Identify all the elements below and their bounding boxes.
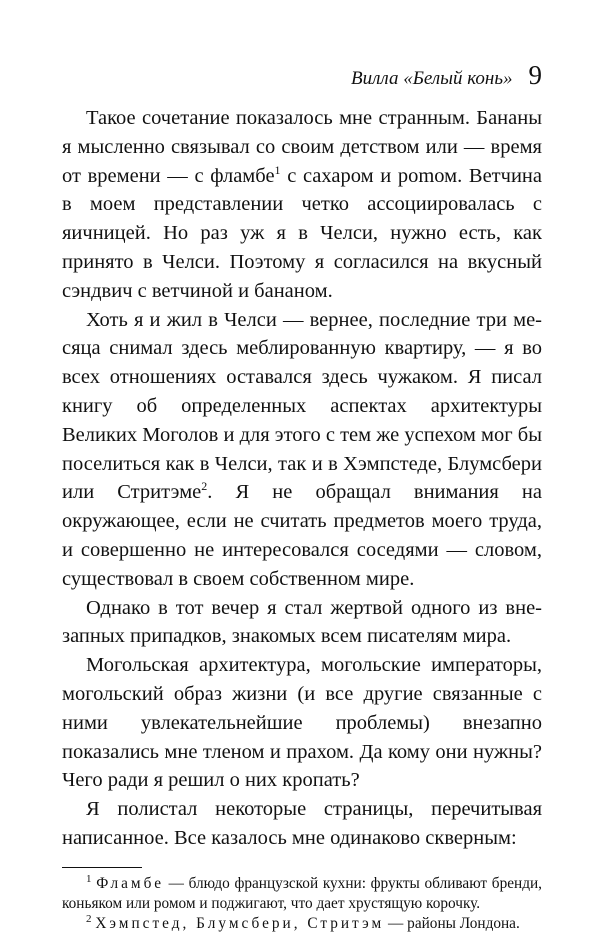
- footnote-mark: 1: [86, 872, 92, 885]
- paragraph-1: [62, 104, 542, 306]
- body-text: [62, 104, 542, 853]
- footnote-divider: [62, 867, 142, 868]
- footnotes: [62, 874, 542, 934]
- paragraph-text: . Я не обращал внимания на окружающее, если не считать предметов моего труда, и совершенно не интересовался соседями — словом, существовал в своем собственном мире.: [62, 481, 542, 590]
- paragraph-text: Хоть я и жил в Челси — вернее, последние три месяца снимал здесь меблированную квартиру, — я во всех отношениях оставался здесь чужаком. Я писал книгу об определенных аспектах архитектуры Великих Моголов и для этого с тем же успехом мог бы поселиться как в Челси, так и в Хэмпстеде, Блумсбери или Стритэме: [62, 308, 542, 504]
- footnote-term: Хэмпстед, Блумсбери, Стритэм: [95, 914, 385, 932]
- footnote-1: [62, 874, 542, 914]
- footnote-text: — блюдо французской кухни: фрукты обливают бренди, коньяком или ромом и поджигают, что дает хрустящую корочку.: [62, 874, 542, 912]
- footnote-ref: 1: [274, 162, 281, 177]
- footnote-text: — районы Лондона.: [384, 914, 520, 932]
- running-head: [62, 60, 542, 100]
- paragraph-5: [62, 795, 542, 853]
- footnote-ref: 2: [201, 479, 208, 494]
- footnote-term: Фламбе: [96, 874, 164, 892]
- paragraph-4: [62, 651, 542, 795]
- paragraph-text: Я полистал некоторые страницы, перечитывая написанное. Все казалось мне одинаково скверным:: [62, 798, 542, 849]
- paragraph-3: [62, 594, 542, 652]
- book-page: [62, 60, 542, 934]
- paragraph-2: [62, 306, 542, 594]
- paragraph-text: Могольская архитектура, могольские императоры, могольский образ жизни (и все другие связанные с ними увлекательнейшие проблемы) внезапно показались мне тленом и прахом. Да кому они нужны? Чего ради я решил о них кропать?: [62, 654, 542, 792]
- paragraph-text: Такое сочетание показалось мне странным. Бананы я мысленно связывал со своим детством или — время от времени — с фламбе: [62, 107, 542, 187]
- footnote-2: [62, 914, 542, 934]
- running-title: Вилла «Белый конь»: [351, 68, 513, 89]
- footnote-mark: 2: [86, 912, 92, 925]
- page-number: 9: [528, 60, 542, 90]
- paragraph-text: Однако в тот вечер я стал жертвой одного из внезапных припадков, знакомых всем писателям мира.: [62, 596, 542, 648]
- paragraph-text: с сахаром и роmом. Ветчина в моем представлении четко ассоциировалась с яичницей. Но раз уж я в Челси, нужно есть, как принято в Челси. Поэтому я согласился на вкусный сэндвич с ветчиной и бананом.: [62, 164, 542, 302]
